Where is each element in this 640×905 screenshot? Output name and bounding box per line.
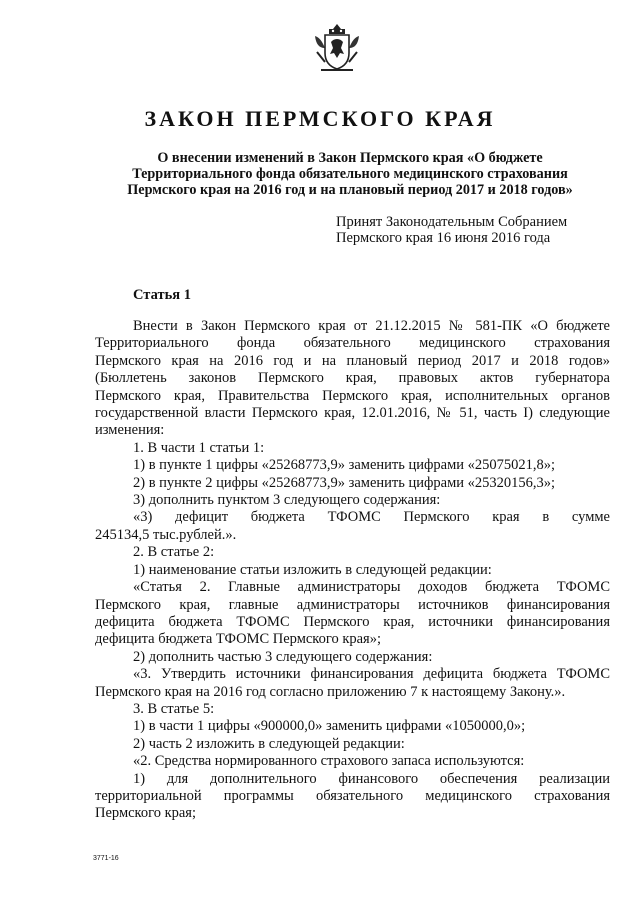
body-line: 2. В статье 2: xyxy=(133,544,215,561)
article-heading: Статья 1 xyxy=(133,287,191,303)
body-line: Территориального фонда обязательного медицинского страхования xyxy=(95,335,610,352)
body-line: дефицита бюджета ТФОМС Пермского края, источники финансирования xyxy=(95,613,610,630)
body-line: Внести в Закон Пермского края от 21.12.2015 № 581-ПК «О бюджете xyxy=(133,318,610,334)
body-line: 245134,5 тыс.рублей.». xyxy=(95,526,237,543)
coat-of-arms-emblem xyxy=(307,22,367,76)
body-line: (Бюллетень законов Пермского края, правовых актов губернатора xyxy=(95,370,610,387)
body-line: «3. Утвердить источники финансирования дефицита бюджета ТФОМС xyxy=(133,666,610,683)
body-line: 3) дополнить пунктом 3 следующего содержания: xyxy=(133,492,441,509)
body-line: 1) в части 1 цифры «900000,0» заменить цифрами «1050000,0»; xyxy=(133,718,526,735)
adoption-note xyxy=(336,214,567,246)
body-line: территориальной программы обязательного медицинского страхования xyxy=(95,787,610,804)
body-line: 1) для дополнительного финансового обеспечения реализации xyxy=(133,770,610,787)
body-line: 1) наименование статьи изложить в следующей редакции: xyxy=(133,561,492,578)
body-line: 2) в пункте 2 цифры «25268773,9» заменить цифрами «25320156,3»; xyxy=(133,474,556,491)
body-line: 2) часть 2 изложить в следующей редакции: xyxy=(133,735,405,752)
body-line: 2) дополнить частью 3 следующего содержания: xyxy=(133,648,433,665)
body-line: 1. В части 1 статьи 1: xyxy=(133,439,265,456)
law-title: ЗАКОН ПЕРМСКОГО КРАЯ xyxy=(144,106,496,131)
subtitle-line: Пермского края на 2016 год и на плановый период 2017 и 2018 годов» xyxy=(127,182,573,198)
body-line: изменения: xyxy=(95,422,165,439)
body-line: 1) в пункте 1 цифры «25268773,9» заменить цифрами «25075021,8»; xyxy=(133,457,556,474)
body-line: Пермского края на 2016 год согласно приложению 7 к настоящему Закону.». xyxy=(95,683,566,700)
body-line: Пермского края; xyxy=(95,805,196,822)
body-line: государственной власти Пермского края, 12.01.2016, № 51, часть I) следующие xyxy=(95,405,610,422)
adoption-line: Пермского края 16 июня 2016 года xyxy=(336,230,551,246)
body-line: дефицита бюджета ТФОМС Пермского края»; xyxy=(95,631,382,648)
document-code: 3771-16 xyxy=(93,855,119,862)
article-body xyxy=(95,318,610,823)
body-line: Пермского края, Правительства Пермского края, исполнительных органов xyxy=(95,387,610,404)
body-line: Пермского края, главные администраторы источников финансирования xyxy=(95,596,610,613)
body-line: 3. В статье 5: xyxy=(133,700,215,717)
adoption-line: Принят Законодательным Собранием xyxy=(336,214,568,230)
subtitle-line: Территориального фонда обязательного медицинского страхования xyxy=(132,166,568,182)
body-line: Пермского края на 2016 год и на плановый период 2017 и 2018 годов» xyxy=(95,352,610,369)
law-subtitle xyxy=(90,150,610,198)
body-line: «Статья 2. Главные администраторы доходов бюджета ТФОМС xyxy=(133,579,610,596)
body-line: «3) дефицит бюджета ТФОМС Пермского края в сумме xyxy=(133,509,610,526)
body-line: «2. Средства нормированного страхового запаса используются: xyxy=(133,753,525,770)
subtitle-line: О внесении изменений в Закон Пермского края «О бюджете xyxy=(157,150,543,166)
